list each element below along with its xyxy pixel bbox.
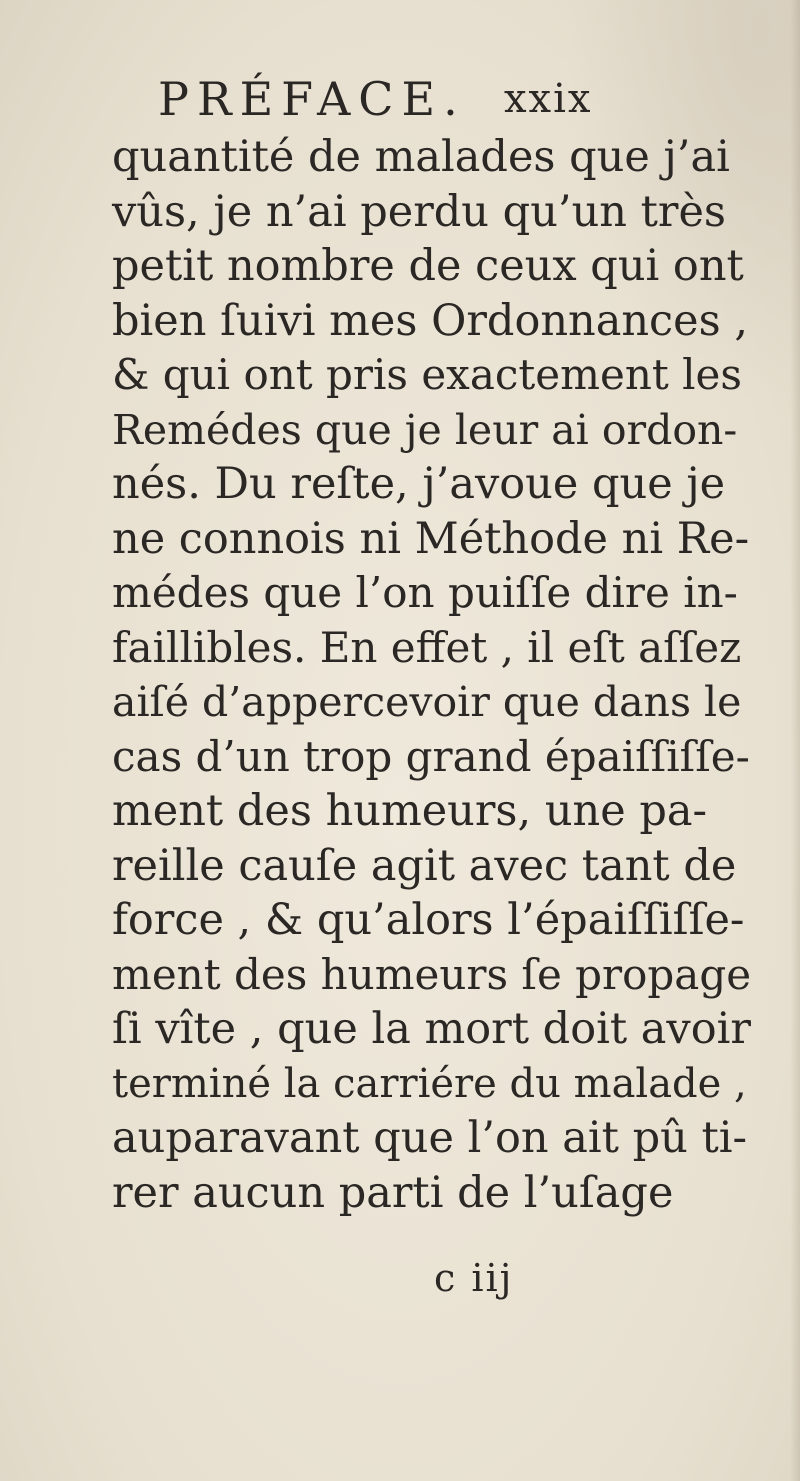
text-line: aiſé d’appercevoir que dans le — [112, 678, 742, 726]
text-line: terminé la carriére du malade , — [112, 1060, 747, 1107]
text-line: force , & qu’alors l’épaiſſiſſe- — [112, 895, 745, 945]
text-line: ne connois ni Méthode ni Re- — [112, 513, 750, 564]
text-line: cas d’un trop grand épaiſſiſſe- — [112, 731, 750, 781]
text-line: petit nombre de ceux qui ont — [112, 241, 744, 291]
signature-mark: c iij — [434, 1256, 514, 1300]
text-line: bien ſuivi mes Ordonnances , — [112, 295, 748, 346]
text-line: ſi vîte , que la mort doit avoir — [112, 1004, 751, 1054]
page-header — [158, 68, 718, 130]
running-title: PRÉFACE. — [158, 72, 466, 126]
text-line: faillibles. En effet , il eſt aſſez — [112, 622, 742, 672]
text-line: Remédes que je leur ai ordon- — [112, 405, 738, 454]
text-line: auparavant que l’on ait pû ti- — [112, 1113, 748, 1163]
text-line: médes que l’on puiſſe dire in- — [112, 568, 738, 617]
page-number: xxix — [504, 76, 593, 122]
text-line: reille cauſe agit avec tant de — [112, 840, 737, 891]
text-line: ment des humeurs, une pa- — [112, 786, 708, 836]
text-line: nés. Du reſte, j’avoue que je — [112, 459, 726, 509]
text-line: vûs, je n’ai perdu qu’un très — [112, 186, 726, 237]
text-line: ment des humeurs ſe propage — [112, 949, 752, 999]
text-line: quantité de malades que j’ai — [112, 132, 730, 182]
text-line: rer aucun parti de l’uſage — [112, 1167, 674, 1218]
page-edge-shadow — [790, 0, 800, 1481]
body-text — [112, 130, 752, 1220]
text-line: & qui ont pris exactement les — [112, 350, 742, 399]
